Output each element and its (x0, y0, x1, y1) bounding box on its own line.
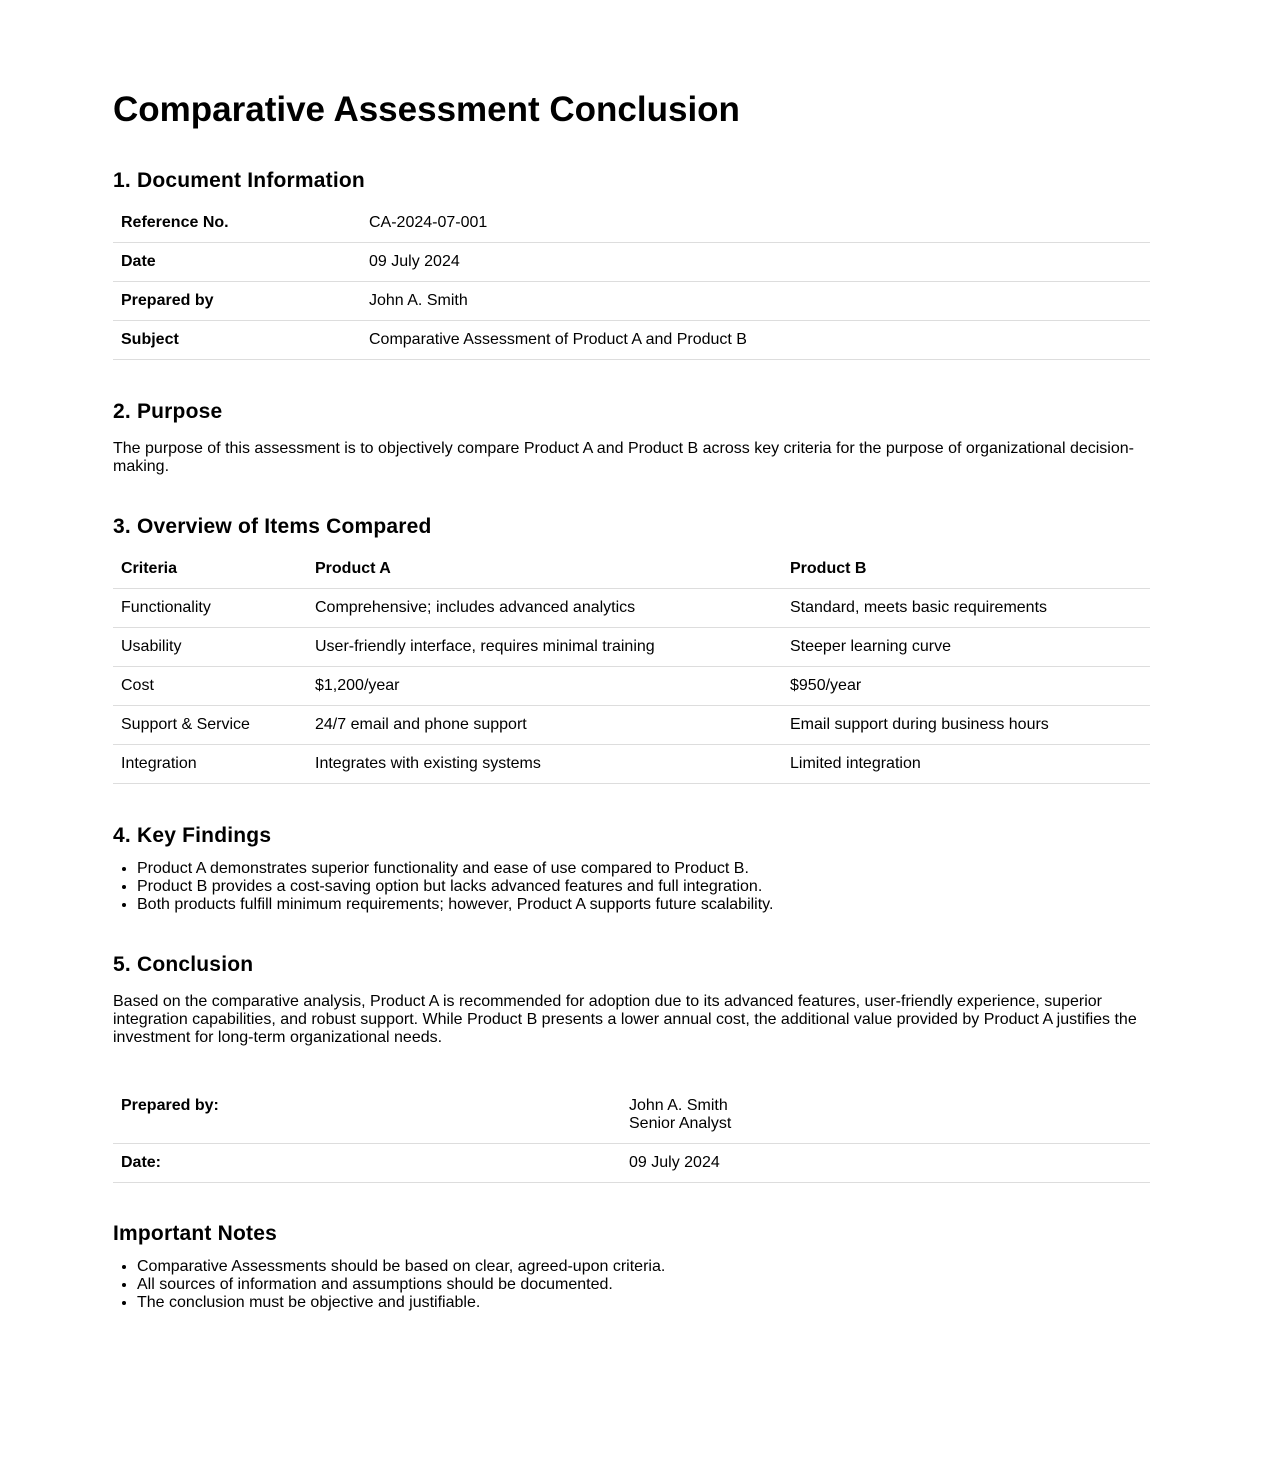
cell-product-b: Limited integration (782, 745, 1150, 784)
important-notes-list (113, 1258, 1174, 1312)
table-header-row (113, 550, 1150, 589)
key-findings-list (113, 860, 1174, 914)
cell-product-b: Email support during business hours (782, 706, 1150, 745)
column-header-product-a: Product A (307, 550, 782, 589)
cell-product-a: 24/7 email and phone support (307, 706, 782, 745)
cell-product-b: $950/year (782, 667, 1150, 706)
comparison-table (113, 550, 1150, 784)
column-header-product-b: Product B (782, 550, 1150, 589)
notes-viewport (113, 1258, 1150, 1311)
document-info-table (113, 204, 1150, 360)
section-heading-purpose: 2. Purpose (113, 400, 223, 423)
cell-product-a: Integrates with existing systems (307, 745, 782, 784)
cell-product-a: $1,200/year (307, 667, 782, 706)
table-row (113, 282, 1150, 321)
cell-criteria: Cost (113, 667, 307, 706)
info-label-prepared-by: Prepared by (113, 282, 361, 321)
section-heading-conclusion: 5. Conclusion (113, 953, 254, 976)
info-label-reference: Reference No. (113, 204, 361, 243)
table-row (113, 243, 1150, 282)
table-row (113, 667, 1150, 706)
signoff-date-value: 09 July 2024 (621, 1144, 1150, 1183)
info-value-prepared-by: John A. Smith (361, 282, 1150, 321)
info-label-subject: Subject (113, 321, 361, 360)
list-item: • Both products fulfill minimum requirements; however, Product A supports future scalability. (137, 896, 1174, 914)
table-row (113, 204, 1150, 243)
cell-criteria: Support & Service (113, 706, 307, 745)
list-item: • Product A demonstrates superior functionality and ease of use compared to Product B. (137, 860, 1174, 878)
table-row (113, 1144, 1150, 1183)
table-row (113, 1085, 1150, 1144)
list-item: • Comparative Assessments should be based on clear, agreed-upon criteria. (137, 1258, 1174, 1276)
section-heading-important-notes: Important Notes (113, 1222, 278, 1245)
signoff-prepared-value (621, 1085, 1150, 1144)
cell-product-a: Comprehensive; includes advanced analytics (307, 589, 782, 628)
signoff-name: John A. Smith (629, 1097, 728, 1114)
cell-criteria: Usability (113, 628, 307, 667)
list-item: • Product B provides a cost-saving option but lacks advanced features and full integration. (137, 878, 1174, 896)
conclusion-text: Based on the comparative analysis, Product A is recommended for adoption due to its advanced features, user-friendly experience, superior integration capabilities, and robust support. While Product B presents a lower annual cost, the additional value provided by Product A justifies the investment for long-term organizational needs. (113, 993, 1137, 1046)
section-heading-key-findings: 4. Key Findings (113, 824, 272, 847)
signoff-table (113, 1085, 1150, 1183)
column-header-criteria: Criteria (113, 550, 307, 589)
section-heading-document-information: 1. Document Information (113, 169, 365, 192)
table-row (113, 745, 1150, 784)
cell-criteria: Integration (113, 745, 307, 784)
cell-product-a: User-friendly interface, requires minimal training (307, 628, 782, 667)
info-value-date: 09 July 2024 (361, 243, 1150, 282)
table-row (113, 706, 1150, 745)
cell-product-b: Standard, meets basic requirements (782, 589, 1150, 628)
info-value-reference: CA-2024-07-001 (361, 204, 1150, 243)
signoff-role: Senior Analyst (629, 1115, 732, 1132)
list-item: • All sources of information and assumptions should be documented. (137, 1276, 1174, 1294)
cell-criteria: Functionality (113, 589, 307, 628)
table-row (113, 321, 1150, 360)
table-row (113, 589, 1150, 628)
page-title: Comparative Assessment Conclusion (113, 90, 740, 129)
cell-product-b: Steeper learning curve (782, 628, 1150, 667)
section-heading-overview: 3. Overview of Items Compared (113, 515, 432, 538)
info-label-date: Date (113, 243, 361, 282)
list-item: • The conclusion must be objective and justifiable. (137, 1294, 1174, 1312)
info-value-subject: Comparative Assessment of Product A and Product B (361, 321, 1150, 360)
table-row (113, 628, 1150, 667)
signoff-prepared-label: Prepared by: (113, 1085, 621, 1144)
purpose-text: The purpose of this assessment is to objectively compare Product A and Product B across key criteria for the purpose of organizational decision-making. (113, 440, 1134, 475)
signoff-date-label: Date: (113, 1144, 621, 1183)
